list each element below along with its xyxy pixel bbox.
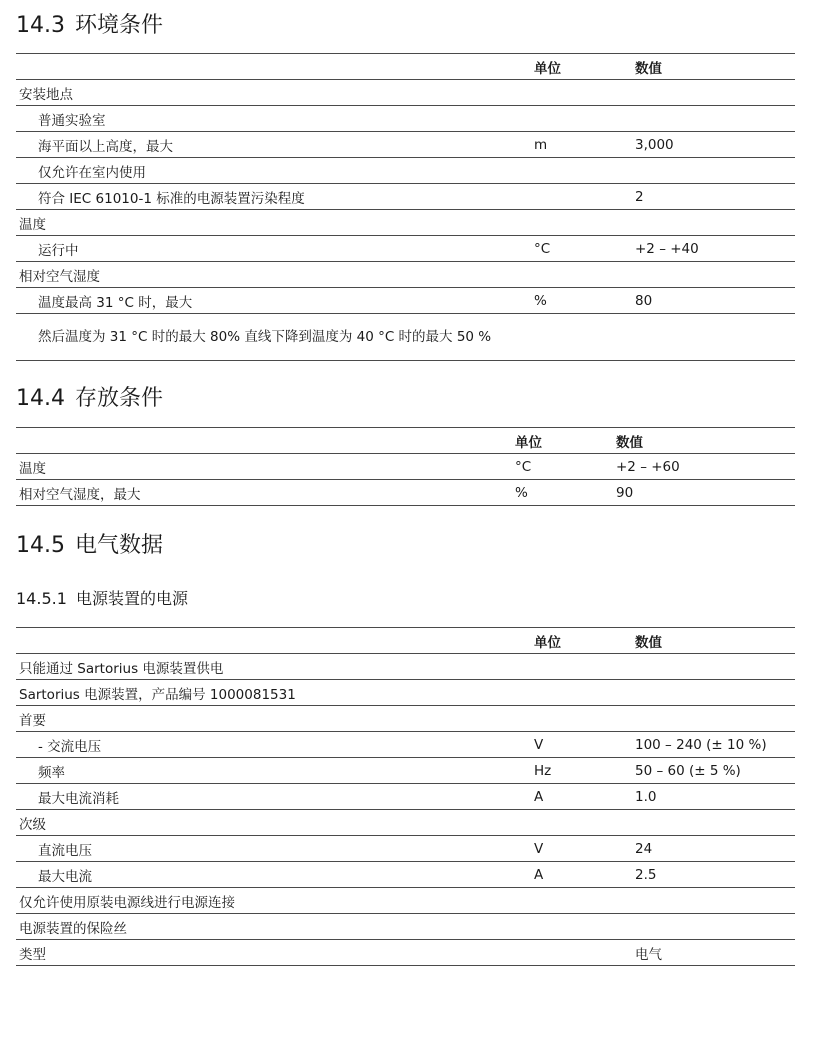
table-row [16,680,795,706]
row-value-cell: 2.5 [632,862,795,888]
row-unit-cell: °C [531,236,632,262]
row-label-cell: 温度 [16,210,531,236]
subsection-heading-14-5-1 [16,588,188,610]
row-label-cell: 电源装置的保险丝 [16,914,531,940]
row-value-cell: +2 – +60 [613,454,795,480]
section-title: 环境条件 [75,13,164,38]
row-value-cell: 2 [632,184,795,210]
row-unit-cell: m [531,132,632,158]
row-value-cell: 50 – 60 (± 5 %) [632,758,795,784]
row-unit-cell: A [531,784,632,810]
section-title: 电气数据 [75,533,164,558]
row-unit-cell [531,80,632,106]
row-label-cell: 首要 [16,706,531,732]
row-value-cell [632,654,795,680]
row-value-cell [632,106,795,132]
row-value-cell [632,210,795,236]
table-row [16,784,795,810]
table-row [16,836,795,862]
row-value-cell: 100 – 240 (± 10 %) [632,732,795,758]
power-supply-table [16,627,795,966]
row-value-cell [632,810,795,836]
row-value-cell [632,262,795,288]
table-row [16,80,795,106]
table-row [16,158,795,184]
table-row [16,184,795,210]
table-row [16,210,795,236]
row-label-cell: 安装地点 [16,80,531,106]
table-row [16,888,795,914]
table-row [16,732,795,758]
row-label-cell: 次级 [16,810,531,836]
table-row [16,314,795,361]
row-unit-cell: V [531,836,632,862]
row-label-cell: 频率 [16,758,531,784]
row-value-cell: 1.0 [632,784,795,810]
row-unit-cell: % [512,480,613,506]
table-row [16,654,795,680]
row-unit-cell [531,106,632,132]
row-unit-cell [531,184,632,210]
table-row [16,862,795,888]
section-title: 存放条件 [75,386,164,411]
section-heading-14-4 [16,385,163,413]
row-label-cell: 然后温度为 31 °C 时的最大 80% 直线下降到温度为 40 °C 时的最大 50 % [16,314,531,361]
row-label-cell: - 交流电压 [16,732,531,758]
row-label-cell: 普通实验室 [16,106,531,132]
row-label-cell: 符合 IEC 61010-1 标准的电源装置污染程度 [16,184,531,210]
table-row [16,454,795,480]
section-heading-14-5 [16,532,163,560]
header-unit-cell: 单位 [512,428,613,454]
subsection-number: 14.5.1 [16,589,67,608]
subsection-title: 电源装置的电源 [76,589,189,608]
row-value-cell [632,914,795,940]
section-heading-14-3 [16,12,163,40]
row-label-cell: 温度最高 31 °C 时，最大 [16,288,531,314]
row-value-cell [632,680,795,706]
row-label-cell: 只能通过 Sartorius 电源装置供电 [16,654,531,680]
row-unit-cell [531,158,632,184]
row-unit-cell: % [531,288,632,314]
header-unit-cell: 单位 [531,54,632,80]
row-label-cell: 仅允许使用原装电源线进行电源连接 [16,888,531,914]
row-unit-cell: A [531,862,632,888]
row-unit-cell [531,940,632,966]
row-value-cell [632,706,795,732]
section-number: 14.3 [16,13,65,38]
row-label-cell: 类型 [16,940,531,966]
table-header-row [16,428,795,454]
header-value-cell: 数值 [632,54,795,80]
row-unit-cell [531,262,632,288]
row-unit-cell [531,654,632,680]
row-unit-cell [531,680,632,706]
row-unit-cell [531,810,632,836]
table-row [16,288,795,314]
row-unit-cell [531,706,632,732]
section-number: 14.5 [16,533,65,558]
table-row [16,810,795,836]
row-unit-cell: °C [512,454,613,480]
row-unit-cell [531,914,632,940]
row-value-cell: 电气 [632,940,795,966]
row-value-cell: 3,000 [632,132,795,158]
row-label-cell: 相对空气湿度 [16,262,531,288]
row-label-cell: 温度 [16,454,512,480]
table-row [16,132,795,158]
row-label-cell: 最大电流消耗 [16,784,531,810]
environment-conditions-table [16,53,795,361]
row-label-cell: 相对空气湿度，最大 [16,480,512,506]
row-value-cell: +2 – +40 [632,236,795,262]
header-label-cell [16,428,512,454]
row-label-cell: 海平面以上高度，最大 [16,132,531,158]
table-row [16,480,795,506]
table-row [16,236,795,262]
row-label-cell: 最大电流 [16,862,531,888]
row-label-cell: 仅允许在室内使用 [16,158,531,184]
row-unit-cell [531,888,632,914]
row-value-cell [632,314,795,361]
row-value-cell: 80 [632,288,795,314]
header-value-cell: 数值 [613,428,795,454]
row-value-cell [632,888,795,914]
row-value-cell [632,80,795,106]
row-value-cell: 90 [613,480,795,506]
table-row [16,758,795,784]
header-unit-cell: 单位 [531,628,632,654]
row-value-cell: 24 [632,836,795,862]
header-label-cell [16,628,531,654]
section-number: 14.4 [16,386,65,411]
header-value-cell: 数值 [632,628,795,654]
table-row [16,262,795,288]
row-unit-cell [531,314,632,361]
row-unit-cell: Hz [531,758,632,784]
row-unit-cell [531,210,632,236]
table-row [16,914,795,940]
row-label-cell: 直流电压 [16,836,531,862]
table-row [16,940,795,966]
table-row [16,106,795,132]
row-label-cell: Sartorius 电源装置，产品编号 1000081531 [16,680,531,706]
header-label-cell [16,54,531,80]
row-unit-cell: V [531,732,632,758]
row-label-cell: 运行中 [16,236,531,262]
storage-conditions-table [16,427,795,506]
table-row [16,706,795,732]
table-header-row [16,54,795,80]
table-header-row [16,628,795,654]
row-value-cell [632,158,795,184]
